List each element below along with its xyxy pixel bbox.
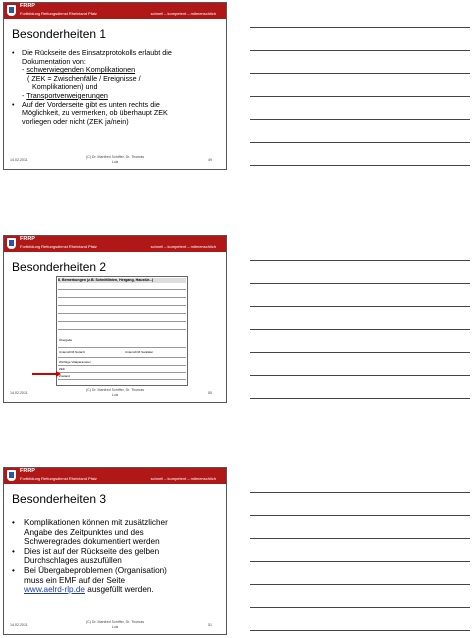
org-subtitle: Fortbildung Rettungsdienst Rheinland Pfalz	[20, 11, 97, 16]
bullet-item: • Bei Übergabeproblemen (Organisation) muss ein EMF auf der Seite www.aelrd-rlp.de ausgefüllt werden.	[10, 566, 220, 595]
bullet-item: • Die Rückseite des Einsatzprotokolls erlaubt die Dokumentation von: - schwerwiegenden Komplikationen ( ZEK = Zwischenfälle / Ereignisse / Komplikationen) und - Transportverweigerungen	[10, 49, 220, 101]
term-link: Transportverweigerungen	[26, 90, 108, 100]
bullet-list	[10, 518, 220, 595]
slide-header	[4, 236, 226, 252]
form-label: Unterschrift Notarzt	[59, 350, 85, 354]
footer-credit: (C) Dr. Manfred Schiffer, Dr. Thomas Luiz	[85, 155, 145, 164]
note-line	[250, 607, 470, 608]
note-line	[250, 561, 470, 562]
footer-credit: (C) Dr. Manfred Schiffer, Dr. Thomas Luiz	[85, 620, 145, 629]
form-label: ZEK	[59, 367, 65, 371]
note-line	[250, 50, 470, 51]
note-line	[250, 73, 470, 74]
protocol-form-image	[56, 276, 188, 386]
note-line	[250, 329, 470, 330]
footer-date: 14.02.2011	[10, 623, 28, 627]
highlight-arrow-icon	[32, 373, 58, 375]
slide-header	[4, 3, 226, 19]
note-line	[250, 165, 470, 166]
note-line	[250, 375, 470, 376]
form-label: Übergabe	[59, 338, 73, 342]
form-label: Zustand	[59, 374, 70, 378]
bullet-list	[10, 49, 220, 126]
note-line	[250, 630, 470, 631]
slide-footer	[4, 388, 226, 400]
footer-credit: (C) Dr. Manfred Schiffer, Dr. Thomas Luiz	[85, 388, 145, 397]
org-name: FRRP	[20, 3, 35, 9]
slide-footer	[4, 155, 226, 167]
note-line	[250, 119, 470, 120]
page-number: 50	[208, 391, 212, 395]
org-subtitle: Fortbildung Rettungsdienst Rheinland Pfalz	[20, 244, 97, 249]
note-line	[250, 492, 470, 493]
slide-header	[4, 468, 226, 484]
note-line	[250, 27, 470, 28]
slogan: schnell – kompetent – mitmenschlich	[150, 476, 216, 481]
note-line	[250, 142, 470, 143]
bullet-item: • Auf der Vorderseite gibt es unten rechts die Möglichkeit, zu vermerken, ob überhaupt ZEK vorliegen oder nicht (ZEK ja/nein)	[10, 101, 220, 127]
form-heading: 8. Bemerkungen (z.B. Schnittlinien, Hergang, Haustür...)	[58, 278, 186, 283]
note-line	[250, 352, 470, 353]
org-name: FRRP	[20, 468, 35, 474]
note-line	[250, 584, 470, 585]
coat-of-arms-icon	[7, 470, 16, 481]
footer-date: 14.02.2011	[10, 158, 28, 162]
slide-3	[3, 467, 227, 635]
note-line	[250, 515, 470, 516]
coat-of-arms-icon	[7, 5, 16, 16]
note-line	[250, 283, 470, 284]
slide-footer	[4, 620, 226, 632]
note-line	[250, 260, 470, 261]
slide-1	[3, 2, 227, 170]
note-line	[250, 398, 470, 399]
bullet-item: • Komplikationen können mit zusätzlicher Angabe des Zeitpunktes und des Schweregrades dokumentiert werden	[10, 518, 220, 547]
page-number: 51	[208, 623, 212, 627]
note-line	[250, 538, 470, 539]
org-name: FRRP	[20, 236, 35, 242]
page-number: 49	[208, 158, 212, 162]
slide-2	[3, 235, 227, 403]
slogan: schnell – kompetent – mitmenschlich	[150, 11, 216, 16]
slide-title: Besonderheiten 2	[12, 260, 107, 274]
slide-title: Besonderheiten 3	[12, 492, 107, 506]
slide-title: Besonderheiten 1	[12, 27, 107, 41]
form-label: Wichtige Vitalparameter	[59, 360, 91, 364]
form-label: Unterschrift Sanitäter	[125, 350, 154, 354]
term-link: schwerwiegenden Komplikationen	[26, 65, 136, 75]
note-line	[250, 306, 470, 307]
note-line	[250, 96, 470, 97]
bullet-item: • Dies ist auf der Rückseite des gelben Durchschlages auszufüllen	[10, 547, 220, 566]
aelrd-link[interactable]: www.aelrd-rlp.de	[24, 585, 85, 595]
org-subtitle: Fortbildung Rettungsdienst Rheinland Pfalz	[20, 476, 97, 481]
slogan: schnell – kompetent – mitmenschlich	[150, 244, 216, 249]
footer-date: 14.02.2011	[10, 391, 28, 395]
coat-of-arms-icon	[7, 238, 16, 249]
